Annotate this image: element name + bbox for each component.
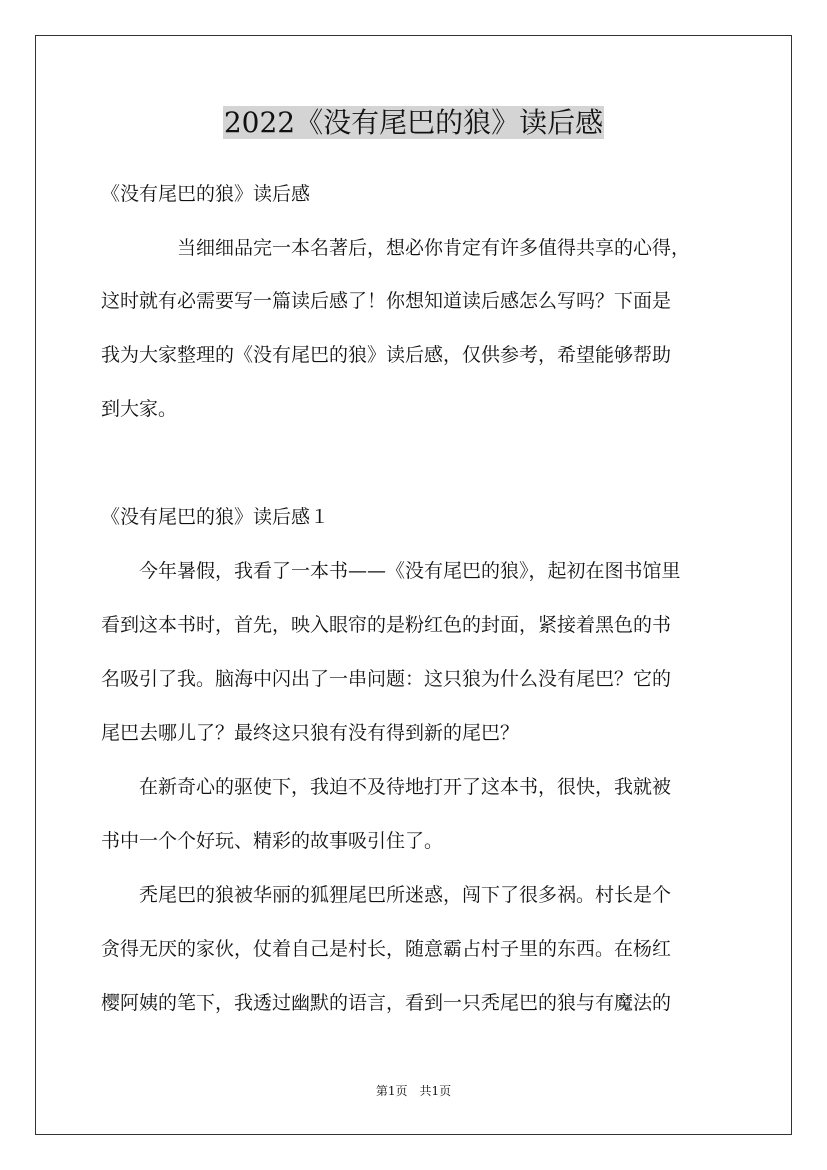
section-heading-line: 《没有尾巴的狼》读后感１ bbox=[101, 506, 330, 528]
paragraph-line: 名吸引了我。脑海中闪出了一串问题：这只狼为什么没有尾巴？它的 bbox=[101, 668, 672, 690]
paragraph-line: 书中一个个好玩、精彩的故事吸引住了。 bbox=[101, 830, 444, 852]
paragraph-line: 当细细品完一本名著后，想必你肯定有许多值得共享的心得， bbox=[101, 237, 691, 259]
paragraph-line: 我为大家整理的《没有尾巴的狼》读后感，仅供参考，希望能够帮助 bbox=[101, 344, 672, 366]
page-footer: 第1页 共1页 bbox=[375, 1084, 452, 1098]
paragraph-line: 尾巴去哪儿了？最终这只狼有没有得到新的尾巴？ bbox=[101, 722, 520, 744]
document-title-text: 2022《没有尾巴的狼》读后感 bbox=[223, 106, 604, 139]
paragraph-line: 樱阿姨的笔下，我透过幽默的语言，看到一只秃尾巴的狼与有魔法的 bbox=[101, 992, 672, 1014]
paragraph-line: 看到这本书时，首先，映入眼帘的是粉红色的封面，紧接着黑色的书 bbox=[101, 614, 672, 636]
document-title bbox=[0, 103, 827, 143]
paragraph-line: 今年暑假，我看了一本书——《没有尾巴的狼》，起初在图书馆里 bbox=[101, 560, 681, 582]
paragraph-line: 贪得无厌的家伙，仗着自己是村长，随意霸占村子里的东西。在杨红 bbox=[101, 938, 672, 960]
paragraph-line: 在新奇心的驱使下，我迫不及待地打开了这本书，很快，我就被 bbox=[101, 776, 672, 798]
paragraph-line: 秃尾巴的狼被华丽的狐狸尾巴所迷惑，闯下了很多祸。村长是个 bbox=[101, 884, 672, 906]
paragraph-line: 这时就有必需要写一篇读后感了！你想知道读后感怎么写吗？下面是 bbox=[101, 290, 672, 312]
subtitle-line: 《没有尾巴的狼》读后感 bbox=[101, 183, 311, 205]
paragraph-line: 到大家。 bbox=[101, 398, 178, 420]
